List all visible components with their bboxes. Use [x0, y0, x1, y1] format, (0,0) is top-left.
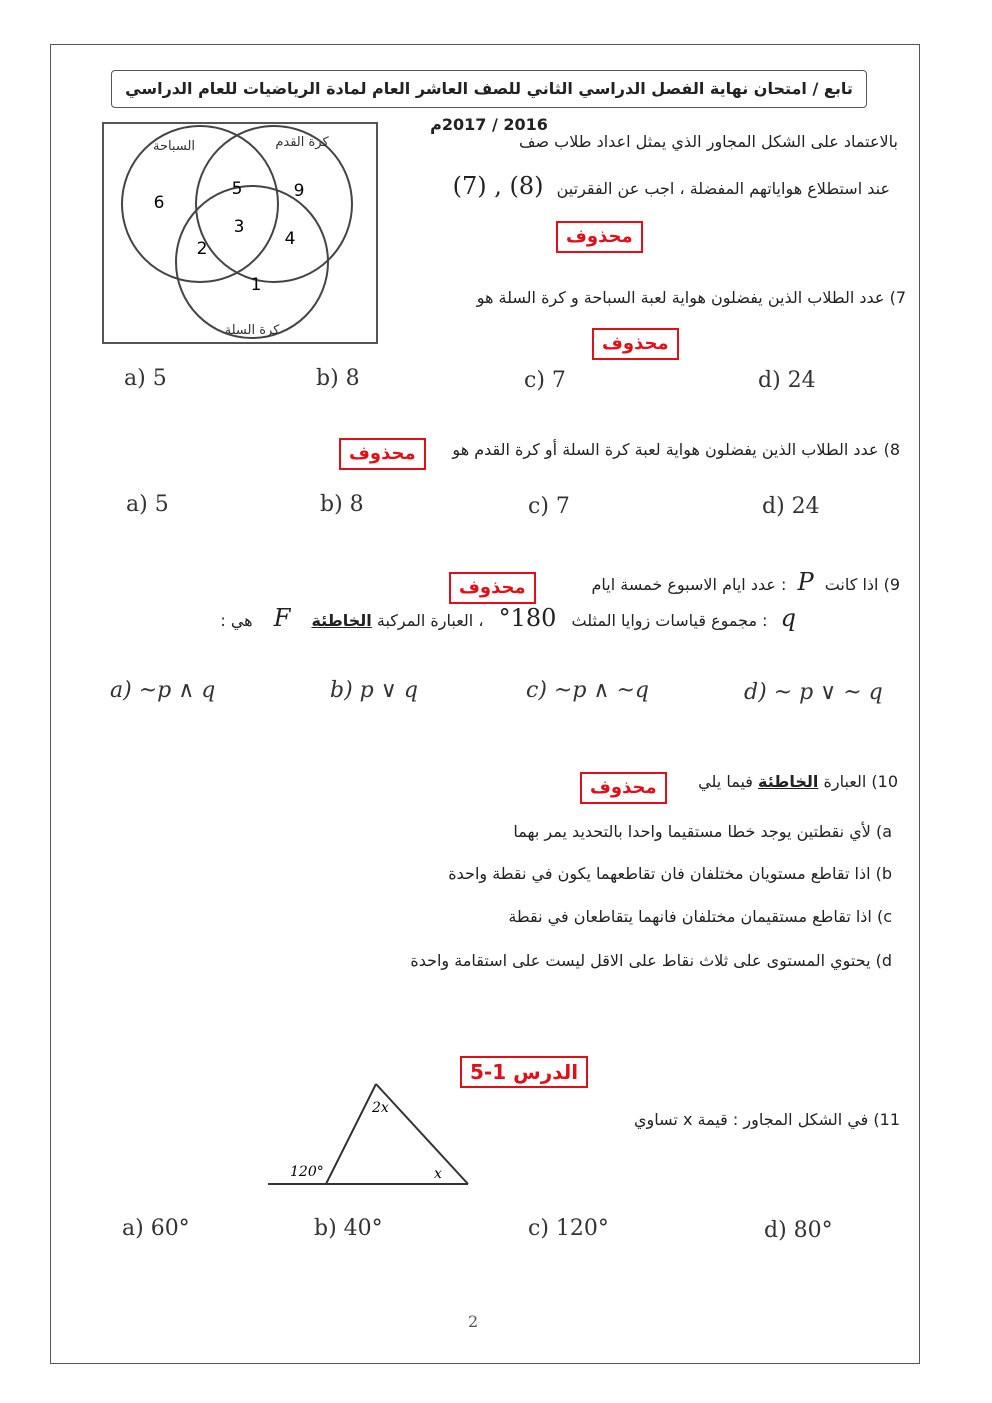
q8-text: 8) عدد الطلاب الذين يفضلون هواية لعبة كرة السلة أو كرة القدم هو: [452, 440, 900, 459]
q8-option-c[interactable]: c) 7: [528, 494, 570, 519]
q9-var-p: P: [797, 568, 814, 596]
q9-degree: 180°: [498, 604, 557, 632]
q7-option-a[interactable]: a) 5: [124, 366, 167, 391]
q9-line2-c: هي :: [220, 611, 253, 630]
q9-var-q: q: [780, 604, 796, 632]
q9-line2-b: ، العبارة المركبة: [376, 611, 484, 630]
q9-line2-a: : مجموع قياسات زوايا المثلث: [571, 611, 768, 630]
q10-option-c[interactable]: c) اذا تقاطع مستقيمان مختلفان فانهما يتقاطعان في نقطة: [508, 907, 892, 926]
triangle-top-angle: 2x: [372, 1100, 389, 1116]
q10-suffix: فيما يلي: [698, 772, 753, 791]
triangle-figure: [262, 1078, 476, 1190]
page-number: 2: [468, 1312, 479, 1331]
triangle-exterior-angle: 120°: [290, 1164, 324, 1180]
q8-option-d[interactable]: d) 24: [762, 494, 820, 519]
venn-value: 1: [250, 275, 262, 295]
venn-diagram: [102, 122, 378, 344]
q8-option-b[interactable]: b) 8: [320, 492, 364, 517]
q9-var-f: F: [273, 604, 291, 632]
q10-option-d[interactable]: d) يحتوي المستوى على ثلاث نقاط على الاقل ليست على استقامة واحدة: [410, 951, 892, 970]
deleted-box: محذوف: [449, 572, 536, 604]
q9-line1: [592, 568, 900, 596]
q9-option-c[interactable]: c) ~p ∧ ~q: [526, 678, 650, 703]
venn-value: 6: [153, 193, 165, 213]
lesson-label: الدرس 1-5: [460, 1056, 588, 1088]
q11-option-b[interactable]: b) 40°: [314, 1216, 383, 1241]
intro-line2: [453, 172, 890, 200]
q7-text: 7) عدد الطلاب الذين يفضلون هواية لعبة السباحة و كرة السلة هو: [476, 288, 906, 307]
q8-text-row: [452, 440, 900, 459]
intro-line1: بالاعتماد على الشكل المجاور الذي يمثل اعداد طلاب صف: [518, 132, 898, 151]
q7-option-c[interactable]: c) 7: [524, 368, 566, 393]
q7-option-d[interactable]: d) 24: [758, 368, 816, 393]
deleted-box: محذوف: [592, 328, 679, 360]
deleted-box: محذوف: [339, 438, 426, 470]
venn-value: 5: [231, 179, 243, 199]
q9-option-a[interactable]: a) ~p ∧ q: [110, 678, 216, 703]
deleted-box: محذوف: [556, 221, 643, 253]
q10-title: [698, 772, 898, 791]
q9-line1-suffix: : عدد ايام الاسبوع خمسة ايام: [591, 575, 787, 594]
q11-option-a[interactable]: a) 60°: [122, 1216, 190, 1241]
q9-prefix: 9) اذا كانت: [824, 575, 900, 594]
q11-text: 11) في الشكل المجاور : قيمة x تساوي: [634, 1110, 900, 1129]
venn-value: 9: [293, 181, 305, 201]
triangle-right-angle: x: [434, 1166, 442, 1182]
q9-option-d[interactable]: d) ~ p ∨ ~ q: [744, 680, 883, 705]
venn-label-football: كرة القدم: [275, 135, 329, 150]
intro-refs: (8) , (7): [452, 172, 544, 200]
q10-option-a[interactable]: a) لأي نقطتين يوجد خطا مستقيما واحدا بالتحديد يمر بهما: [513, 822, 892, 841]
q10-prefix: 10) العبارة: [823, 772, 898, 791]
venn-label-swim: السباحة: [152, 139, 196, 154]
q10-option-b[interactable]: b) اذا تقاطع مستويان مختلفان فان تقاطعهما يكون في نقطة واحدة: [448, 864, 892, 883]
venn-value: 3: [233, 217, 245, 237]
deleted-box: محذوف: [580, 772, 667, 804]
q8-option-a[interactable]: a) 5: [126, 492, 169, 517]
intro-line2-text: عند استطلاع هواياتهم المفضلة ، اجب عن الفقرتين: [556, 179, 890, 198]
venn-label-basketball: كرة السلة: [224, 323, 280, 338]
q9-option-b[interactable]: b) p ∨ q: [330, 678, 418, 703]
q11-option-c[interactable]: c) 120°: [528, 1216, 609, 1241]
q9-line2: [220, 604, 796, 632]
q10-false-word: الخاطئة: [758, 772, 819, 791]
q11-option-d[interactable]: d) 80°: [764, 1218, 833, 1243]
venn-value: 4: [284, 229, 296, 249]
q7-option-b[interactable]: b) 8: [316, 366, 360, 391]
venn-value: 2: [196, 239, 208, 259]
q9-false-word: الخاطئة: [311, 611, 372, 630]
exam-header: تابع / امتحان نهاية الفصل الدراسي الثاني للصف العاشر العام لمادة الرياضيات للعام الدراسي 2016 / 2017م: [111, 70, 867, 108]
